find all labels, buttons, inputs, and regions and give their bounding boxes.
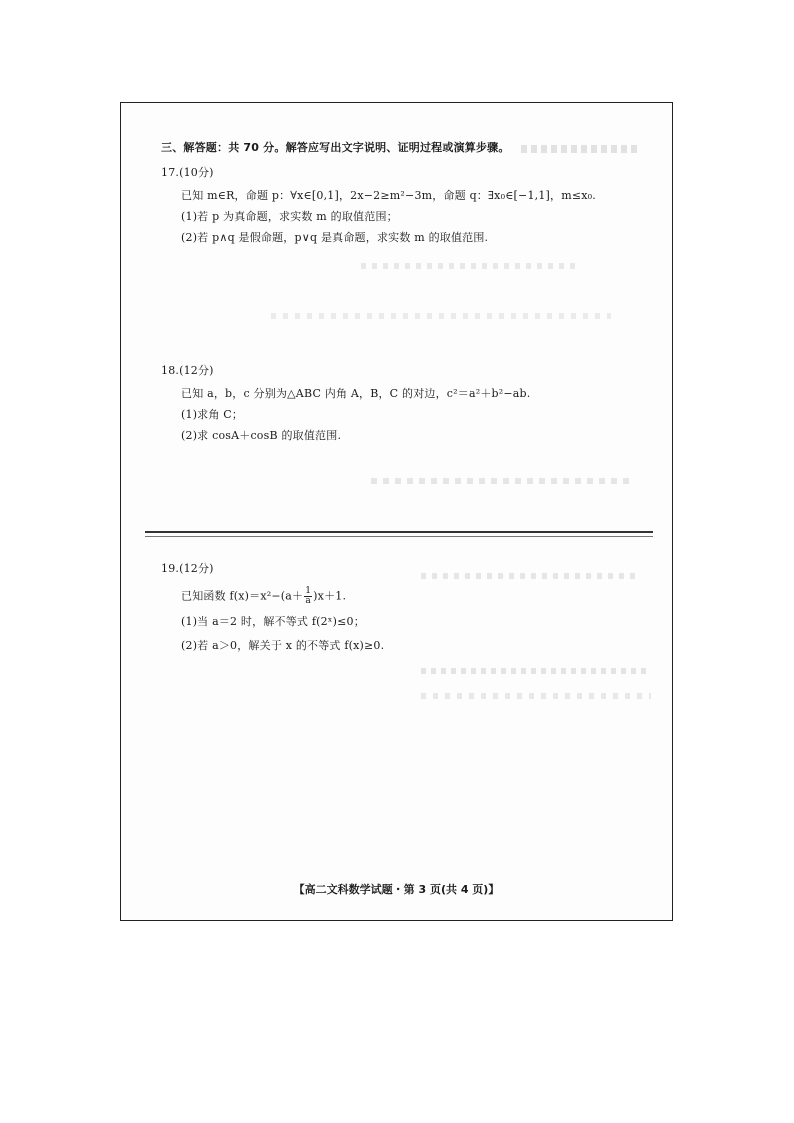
q18-part1: (1)求角 C； — [181, 408, 244, 421]
q18-stem: 已知 a，b，c 分别为△ABC 内角 A，B，C 的对边，c²＝a²＋b²−ab. — [181, 387, 531, 400]
q19-part1: (1)当 a＝2 时，解不等式 f(2ˣ)≤0； — [181, 615, 365, 628]
q17-part2: (2)若 p∧q 是假命题，p∨q 是真命题，求实数 m 的取值范围. — [181, 231, 489, 244]
fold-divider — [145, 531, 653, 533]
q19-stem — [181, 587, 346, 606]
bleed-through-mark — [421, 693, 651, 699]
q19-number: 19.(12分) — [161, 562, 214, 575]
q19-stem-suffix: )x＋1. — [313, 589, 347, 603]
q19-fraction-denominator: a — [305, 596, 311, 606]
q18-number: 18.(12分) — [161, 364, 214, 377]
bleed-through-mark — [421, 573, 641, 579]
fold-divider-shadow — [145, 536, 653, 537]
q17-part1: (1)若 p 为真命题，求实数 m 的取值范围； — [181, 210, 398, 223]
bleed-through-mark — [521, 145, 641, 153]
q19-stem-prefix: 已知函数 f(x)＝x²−(a＋ — [181, 589, 304, 603]
bleed-through-mark — [271, 313, 611, 319]
q19-part2: (2)若 a＞0，解关于 x 的不等式 f(x)≥0. — [181, 639, 385, 652]
page-footer: 【高二文科数学试题・第 3 页(共 4 页)】 — [293, 883, 500, 896]
q19-fraction — [304, 587, 312, 606]
exam-page — [120, 102, 673, 921]
q18-part2: (2)求 cosA＋cosB 的取值范围. — [181, 429, 342, 442]
q17-stem: 已知 m∈R，命题 p：∀x∈[0,1]，2x−2≥m²−3m，命题 q：∃x₀∈[−1,1]，m≤x₀. — [181, 189, 596, 202]
q17-number: 17.(10分) — [161, 166, 214, 179]
bleed-through-mark — [361, 263, 581, 269]
bleed-through-mark — [371, 478, 631, 484]
section-heading: 三、解答题：共 70 分。解答应写出文字说明、证明过程或演算步骤。 — [161, 141, 510, 154]
q19-fraction-numerator: 1 — [305, 586, 312, 596]
bleed-through-mark — [421, 668, 651, 674]
